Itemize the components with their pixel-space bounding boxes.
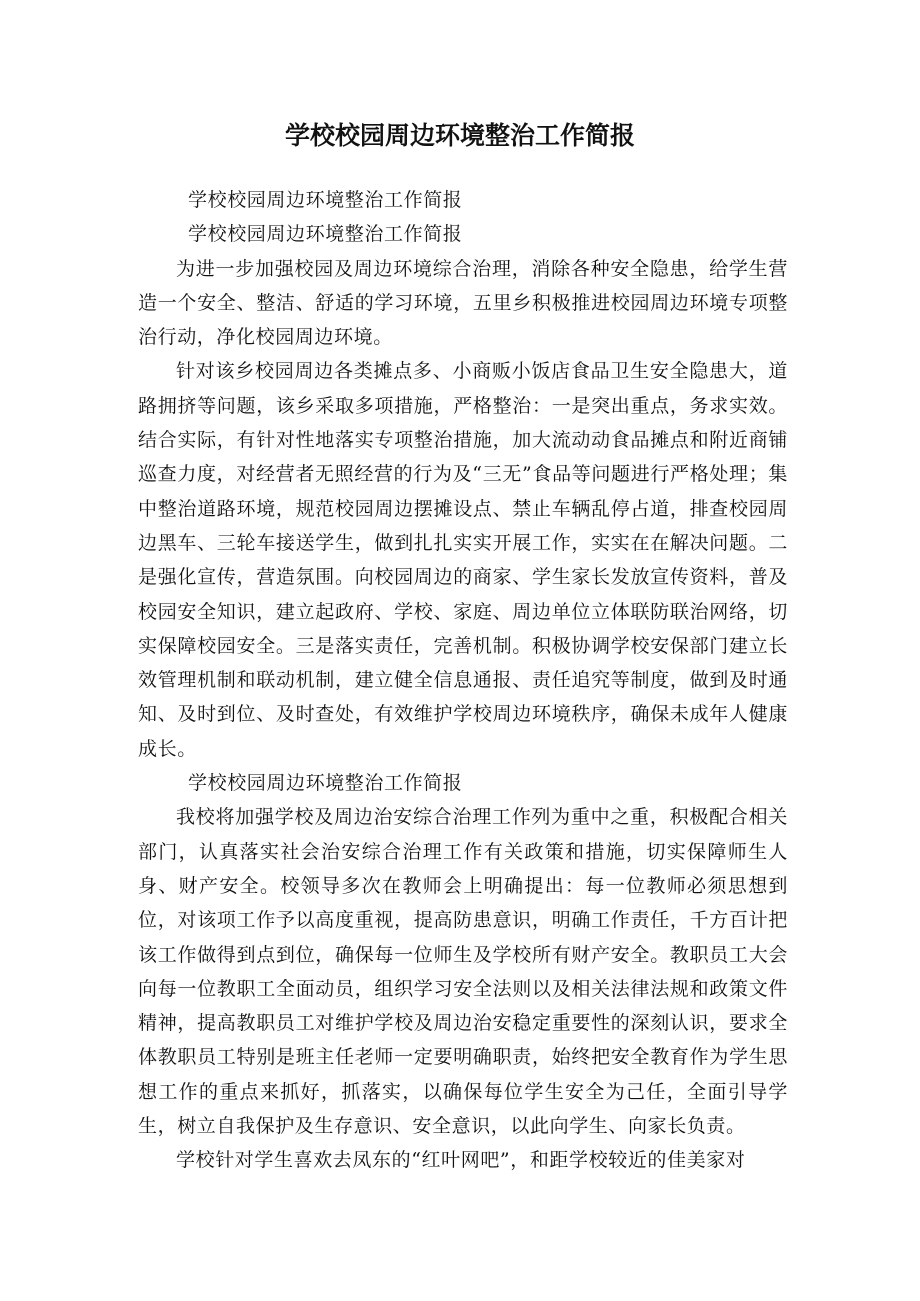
document-body bbox=[138, 183, 788, 1178]
subtitle-line-3: 学校校园周边环境整治工作简报 bbox=[188, 772, 463, 795]
paragraph-intro: 为进一步加强校园及周边环境综合治理，消除各种安全隐患，给学生营造一个安全、整洁、舒适的学习环境，五里乡积极推进校园周边环境专项整治行动，净化校园周边环境。 bbox=[138, 257, 788, 349]
document-title: 学校校园周边环境整治工作简报 bbox=[284, 121, 635, 150]
paragraph-internet-cafe: 学校针对学生喜欢去凤东的“红叶网吧”，和距学校较近的佳美家对 bbox=[176, 1149, 746, 1172]
paragraph-school-safety: 我校将加强学校及周边治安综合治理工作列为重中之重，积极配合相关部门，认真落实社会治安综合治理工作有关政策和措施，切实保障师生人身、财产安全。校领导多次在教师会上明确提出：每一位教师必须思想到位，对该项工作予以高度重视，提高防患意识，明确工作责任，千方百计把该工作做得到点到位，确保每一位师生及学校所有财产安全。教职员工大会向每一位教职工全面动员，组织学习安全法则以及相关法律法规和政策文件精神，提高教职员工对维护学校及周边治安稳定重要性的深刻认识，要求全体教职员工特别是班主任老师一定要明确职责，始终把安全教育作为学生思想工作的重点来抓好，抓落实，以确保每位学生安全为己任，全面引导学生，树立自我保护及生存意识、安全意识，以此向学生、向家长负责。 bbox=[138, 806, 788, 1138]
subtitle-line-1: 学校校园周边环境整治工作简报 bbox=[188, 189, 463, 211]
paragraph-measures: 针对该乡校园周边各类摊点多、小商贩小饭店食品卫生安全隐患大，道路拥挤等问题，该乡采取多项措施，严格整治：一是突出重点，务求实效。结合实际，有针对性地落实专项整治措施，加大流动动食品摊点和附近商铺巡查力度，对经营者无照经营的行为及“三无”食品等问题进行严格处理；集中整治道路环境，规范校园周边摆摊设点、禁止车辆乱停占道，排查校园周边黑车、三轮车接送学生，做到扎扎实实开展工作，实实在在解决问题。二是强化宣传，营造氛围。向校园周边的商家、学生家长发放宣传资料，普及校园安全知识，建立起政府、学校、家庭、周边单位立体联防联治网络，切实保障校园安全。三是落实责任，完善机制。积极协调学校安保部门建立长效管理机制和联动机制，建立健全信息通报、责任追究等制度，做到及时通知、及时到位、及时查处，有效维护学校周边环境秩序，确保未成年人健康成长。 bbox=[138, 360, 788, 760]
subtitle-line-2: 学校校园周边环境整治工作简报 bbox=[188, 223, 463, 246]
